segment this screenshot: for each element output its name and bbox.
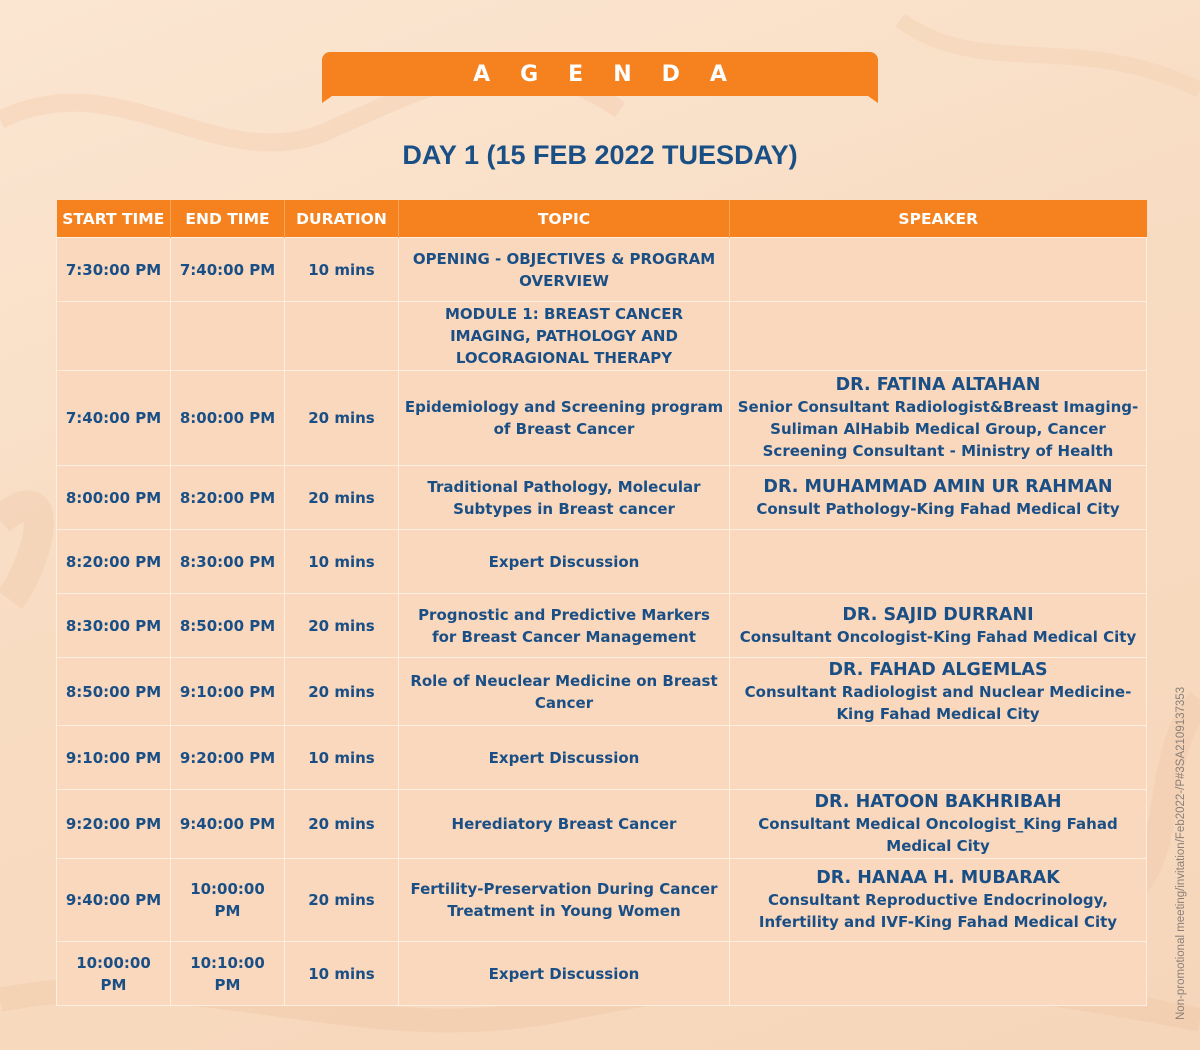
topic: Prognostic and Predictive Markers for Breast Cancer Management: [399, 594, 730, 658]
header-speaker: SPEAKER: [730, 200, 1147, 238]
table-row: [57, 238, 1147, 302]
table-row: [57, 859, 1147, 942]
speaker: [730, 859, 1147, 942]
speaker-name: DR. FAHAD ALGEMLAS: [828, 659, 1048, 680]
duration: 20 mins: [285, 859, 399, 942]
speaker-role: Consultant Reproductive Endocrinology, Infertility and IVF-King Fahad Medical City: [758, 891, 1118, 931]
table-row: [57, 726, 1147, 790]
start-time: 8:30:00 PM: [57, 594, 171, 658]
start-time: 9:40:00 PM: [57, 859, 171, 942]
day-title: DAY 1 (15 FEB 2022 TUESDAY): [402, 140, 798, 170]
topic: Role of Neuclear Medicine on Breast Cancer: [399, 658, 730, 726]
end-time: 9:10:00 PM: [171, 658, 285, 726]
duration: 20 mins: [285, 658, 399, 726]
end-time: 8:30:00 PM: [171, 530, 285, 594]
duration: 10 mins: [285, 942, 399, 1006]
topic: Fertility-Preservation During Cancer Treatment in Young Women: [399, 859, 730, 942]
agenda-table: [56, 200, 1147, 1006]
agenda-banner: [322, 52, 878, 96]
table-row: [57, 530, 1147, 594]
header-end-time: END TIME: [171, 200, 285, 238]
duration: [285, 302, 399, 371]
end-time: 10:10:00 PM: [171, 942, 285, 1006]
start-time: [57, 302, 171, 371]
topic: Expert Discussion: [399, 942, 730, 1006]
duration: 20 mins: [285, 466, 399, 530]
table-row: [57, 371, 1147, 466]
banner-fold-left: [322, 96, 332, 103]
speaker: [730, 302, 1147, 371]
duration: 20 mins: [285, 594, 399, 658]
table-row: [57, 302, 1147, 371]
end-time: 9:40:00 PM: [171, 790, 285, 859]
speaker: [730, 371, 1147, 466]
start-time: 7:30:00 PM: [57, 238, 171, 302]
speaker-name: DR. HATOON BAKHRIBAH: [814, 792, 1062, 812]
topic: Expert Discussion: [399, 726, 730, 790]
speaker-name: DR. HANAA H. MUBARAK: [816, 868, 1060, 888]
table-row: [57, 942, 1147, 1006]
start-time: 8:20:00 PM: [57, 530, 171, 594]
duration: 20 mins: [285, 790, 399, 859]
speaker: [730, 790, 1147, 859]
start-time: 10:00:00 PM: [57, 942, 171, 1006]
banner-fold-right: [868, 96, 878, 103]
speaker: [730, 530, 1147, 594]
header-start-time: START TIME: [57, 200, 171, 238]
speaker: [730, 658, 1147, 726]
side-note-text: Non-promotional meeting/invitation/Feb2022-/P#3SA2109137353: [1175, 686, 1187, 1020]
end-time: [171, 302, 285, 371]
end-time: 10:00:00 PM: [171, 859, 285, 942]
speaker: [730, 942, 1147, 1006]
table-row: [57, 466, 1147, 530]
topic: MODULE 1: BREAST CANCER IMAGING, PATHOLOGY AND LOCORAGIONAL THERAPY: [399, 302, 730, 371]
topic: Expert Discussion: [399, 530, 730, 594]
speaker-role: Consultant Radiologist and Nuclear Medicine-King Fahad Medical City: [744, 682, 1132, 723]
table-row: [57, 658, 1147, 726]
speaker-name: DR. SAJID DURRANI: [842, 604, 1034, 625]
speaker-name: DR. MUHAMMAD AMIN UR RAHMAN: [763, 476, 1113, 497]
header-duration: DURATION: [285, 200, 399, 238]
speaker: [730, 594, 1147, 658]
duration: 10 mins: [285, 726, 399, 790]
speaker: [730, 466, 1147, 530]
header-topic: TOPIC: [399, 200, 730, 238]
agenda-banner-title: AGENDA: [473, 61, 757, 87]
topic: OPENING - OBJECTIVES & PROGRAM OVERVIEW: [399, 238, 730, 302]
duration: 20 mins: [285, 371, 399, 466]
header-row: [57, 200, 1147, 238]
start-time: 7:40:00 PM: [57, 371, 171, 466]
duration: 10 mins: [285, 530, 399, 594]
topic: Herediatory Breast Cancer: [399, 790, 730, 859]
speaker-role: Consultant Medical Oncologist_King Fahad Medical City: [758, 815, 1118, 855]
start-time: 9:20:00 PM: [57, 790, 171, 859]
speaker-role: Consultant Oncologist-King Fahad Medical City: [739, 627, 1137, 646]
start-time: 8:00:00 PM: [57, 466, 171, 530]
start-time: 8:50:00 PM: [57, 658, 171, 726]
speaker-role: Senior Consultant Radiologist&Breast Imaging- Suliman AlHabib Medical Group, Cancer Screening Consultant - Ministry of Health: [737, 398, 1139, 460]
end-time: 7:40:00 PM: [171, 238, 285, 302]
start-time: 9:10:00 PM: [57, 726, 171, 790]
end-time: 8:20:00 PM: [171, 466, 285, 530]
end-time: 8:50:00 PM: [171, 594, 285, 658]
speaker-role: Consult Pathology-King Fahad Medical City: [756, 499, 1120, 518]
table-row: [57, 790, 1147, 859]
speaker: [730, 238, 1147, 302]
speaker: [730, 726, 1147, 790]
end-time: 9:20:00 PM: [171, 726, 285, 790]
duration: 10 mins: [285, 238, 399, 302]
topic: Epidemiology and Screening program of Breast Cancer: [399, 371, 730, 466]
end-time: 8:00:00 PM: [171, 371, 285, 466]
table-row: [57, 594, 1147, 658]
speaker-name: DR. FATINA ALTAHAN: [835, 375, 1041, 395]
topic: Traditional Pathology, Molecular Subtypes in Breast cancer: [399, 466, 730, 530]
